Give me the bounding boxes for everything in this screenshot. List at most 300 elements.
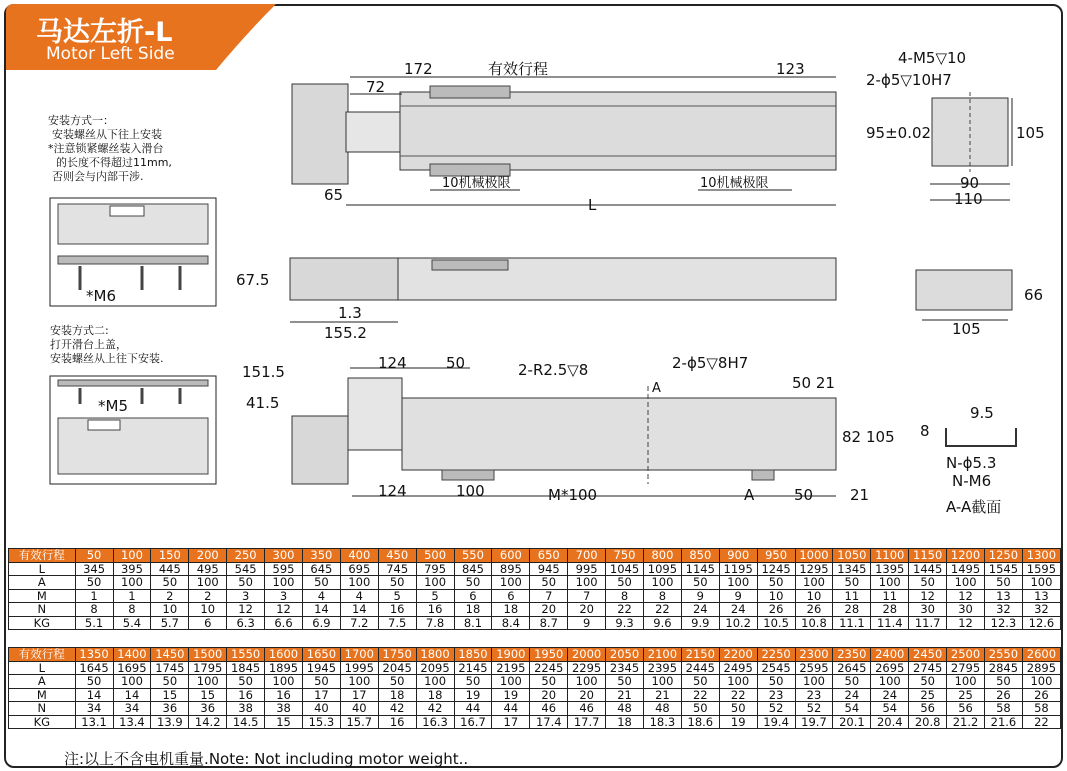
table-cell: 20.4 [871, 715, 909, 729]
table-cell: 1845 [227, 661, 265, 675]
table-cell: 100 [719, 675, 757, 689]
dim-105-end: 105 [1016, 124, 1045, 142]
table-cell: 2045 [378, 661, 416, 675]
table-cell: 30 [947, 603, 985, 617]
table-cell: 23 [757, 688, 795, 702]
table-cell: 945 [530, 562, 568, 576]
table-cell: 2400 [871, 648, 909, 662]
footnote: 注:以上不含电机重量.Note: Not including motor weight.. [64, 750, 469, 768]
row-label: M [9, 589, 76, 603]
table-cell: 21.6 [984, 715, 1022, 729]
install-method-2-note: 安装方式二: 打开滑台上盖， 安装螺丝从上往下安装. [50, 324, 164, 365]
table-cell: 7.2 [340, 616, 378, 630]
table-cell: 24 [871, 688, 909, 702]
table-cell: 6.3 [227, 616, 265, 630]
table-cell: 50 [984, 576, 1022, 590]
table-cell: 100 [568, 576, 606, 590]
table-cell: 100 [189, 576, 227, 590]
table-cell: 1050 [833, 549, 871, 563]
table-cell: 50 [681, 576, 719, 590]
table-cell: 1450 [151, 648, 189, 662]
table-cell: 1750 [378, 648, 416, 662]
table-cell: 38 [265, 702, 303, 716]
table-cell: 50 [681, 675, 719, 689]
table-cell: 3 [265, 589, 303, 603]
dim-2-phi5-h7: 2-ϕ5▽10H7 [866, 71, 952, 89]
table-cell: 50 [227, 675, 265, 689]
install-illustration-2 [50, 376, 216, 484]
table-cell: 3 [227, 589, 265, 603]
table-row [9, 616, 1061, 630]
table-cell: 650 [530, 549, 568, 563]
table-cell: 40 [302, 702, 340, 716]
dim-4-m5: 4-M5▽10 [898, 49, 967, 67]
table-cell: 1850 [454, 648, 492, 662]
dim-41-5: 41.5 [246, 394, 280, 412]
table-row [9, 549, 1061, 563]
table-cell: 28 [871, 603, 909, 617]
table-cell: 22 [719, 688, 757, 702]
table-cell: 58 [1022, 702, 1060, 716]
table-cell: 15.3 [302, 715, 340, 729]
row-label: KG [9, 715, 76, 729]
table-cell: 10 [795, 589, 833, 603]
table-cell: 50 [909, 675, 947, 689]
table-cell: 1 [113, 589, 151, 603]
table-cell: 44 [454, 702, 492, 716]
table-cell: 15.7 [340, 715, 378, 729]
table-cell: 11 [871, 589, 909, 603]
dim-67-5: 67.5 [236, 271, 270, 289]
table-cell: 2545 [757, 661, 795, 675]
end-view-2 [916, 270, 1012, 310]
table-cell: 16 [227, 688, 265, 702]
table-cell: 16 [378, 603, 416, 617]
table-cell: 18 [606, 715, 644, 729]
table-cell: 25 [947, 688, 985, 702]
table-cell: 7 [530, 589, 568, 603]
table-cell: 100 [113, 675, 151, 689]
table-cell: 25 [909, 688, 947, 702]
table-cell: 600 [492, 549, 530, 563]
table-cell: 15 [151, 688, 189, 702]
table-cell: 7.8 [416, 616, 454, 630]
table-cell: 1295 [795, 562, 833, 576]
table-cell: 30 [909, 603, 947, 617]
table-cell: 8.4 [492, 616, 530, 630]
table-cell: 2550 [984, 648, 1022, 662]
table-cell: 15 [265, 715, 303, 729]
table-cell: 15 [189, 688, 227, 702]
table-cell: 1400 [113, 648, 151, 662]
table-cell: 100 [871, 576, 909, 590]
table-cell: 1645 [75, 661, 113, 675]
table-cell: 50 [530, 576, 568, 590]
table-cell: 50 [606, 576, 644, 590]
table-cell: 8 [606, 589, 644, 603]
table-cell: 14 [340, 603, 378, 617]
row-label: 有效行程 [9, 549, 76, 563]
table-cell: 50 [984, 675, 1022, 689]
table-cell: 56 [947, 702, 985, 716]
table-cell: 4 [302, 589, 340, 603]
table-cell: 250 [227, 549, 265, 563]
top-view [292, 84, 836, 184]
table-cell: 695 [340, 562, 378, 576]
dim-50-top: 50 [446, 354, 466, 372]
table-cell: 16 [416, 603, 454, 617]
table-cell: 900 [719, 549, 757, 563]
table-cell: 1950 [530, 648, 568, 662]
table-cell: 50 [833, 576, 871, 590]
page-subtitle: Motor Left Side [46, 44, 175, 64]
table-cell: 350 [302, 549, 340, 563]
table-cell: 1250 [984, 549, 1022, 563]
spec-table-1 [8, 548, 1061, 630]
table-cell: 2100 [643, 648, 681, 662]
table-cell: 750 [606, 549, 644, 563]
table-cell: 1745 [151, 661, 189, 675]
section-marker-top: A [652, 381, 661, 396]
table-cell: 18.6 [681, 715, 719, 729]
table-row [9, 562, 1061, 576]
table-cell: 10.2 [719, 616, 757, 630]
table-cell: 100 [643, 675, 681, 689]
table-cell: 1300 [1022, 549, 1060, 563]
table-cell: 16 [378, 715, 416, 729]
table-cell: 9.3 [606, 616, 644, 630]
table-cell: 10.8 [795, 616, 833, 630]
table-cell: 300 [265, 549, 303, 563]
dim-m-times-100: M*100 [548, 486, 598, 504]
table-cell: 1145 [681, 562, 719, 576]
table-cell: 12 [909, 589, 947, 603]
table-cell: 8 [113, 603, 151, 617]
table-row [9, 648, 1061, 662]
table-cell: 100 [265, 675, 303, 689]
dim-105-bottom: 105 [866, 428, 895, 446]
table-cell: 1445 [909, 562, 947, 576]
table-cell: 14.5 [227, 715, 265, 729]
dim-90: 90 [960, 174, 980, 192]
table-cell: 50 [227, 576, 265, 590]
table-cell: 50 [151, 576, 189, 590]
section-a-a [946, 428, 1016, 446]
table-cell: 5 [378, 589, 416, 603]
row-label: A [9, 576, 76, 590]
table-cell: 1595 [1022, 562, 1060, 576]
dim-21: 21 [850, 486, 870, 504]
table-row [9, 675, 1061, 689]
table-cell: 50 [302, 675, 340, 689]
table-cell: 50 [454, 576, 492, 590]
dim-65: 65 [324, 186, 344, 204]
row-label: A [9, 675, 76, 689]
table-cell: 46 [568, 702, 606, 716]
table-cell: 1500 [189, 648, 227, 662]
table-cell: 50 [530, 675, 568, 689]
table-cell: 21 [606, 688, 644, 702]
screw-m5-label: *M5 [98, 397, 128, 415]
table-cell: 400 [340, 549, 378, 563]
table-cell: 2795 [947, 661, 985, 675]
table-cell: 12.6 [1022, 616, 1060, 630]
table-cell: 50 [681, 702, 719, 716]
table-cell: 26 [757, 603, 795, 617]
table-cell: 7 [568, 589, 606, 603]
table-cell: 2095 [416, 661, 454, 675]
table-cell: 17.4 [530, 715, 568, 729]
table-cell: 100 [265, 576, 303, 590]
side-view [290, 258, 836, 300]
table-cell: 8.7 [530, 616, 568, 630]
dim-A: A [744, 486, 755, 504]
table-cell: 24 [681, 603, 719, 617]
table-cell: 100 [871, 675, 909, 689]
dim-L: L [588, 196, 597, 214]
table-cell: 9.9 [681, 616, 719, 630]
table-cell: 845 [454, 562, 492, 576]
table-cell: 100 [795, 675, 833, 689]
table-cell: 100 [340, 576, 378, 590]
table-cell: 50 [833, 675, 871, 689]
table-cell: 1395 [871, 562, 909, 576]
table-cell: 56 [909, 702, 947, 716]
table-cell: 13 [1022, 589, 1060, 603]
dim-effective-stroke: 有效行程 [488, 60, 549, 78]
table-cell: 36 [189, 702, 227, 716]
table-cell: 2645 [833, 661, 871, 675]
row-label: L [9, 562, 76, 576]
table-cell: 12 [227, 603, 265, 617]
dim-124-top: 124 [378, 354, 407, 372]
table-cell: 1795 [189, 661, 227, 675]
table-cell: 1200 [947, 549, 985, 563]
table-cell: 50 [151, 675, 189, 689]
row-label: N [9, 702, 76, 716]
table-cell: 2495 [719, 661, 757, 675]
row-label: 有效行程 [9, 648, 76, 662]
table-cell: 9 [568, 616, 606, 630]
row-label: N [9, 603, 76, 617]
table-cell: 6 [454, 589, 492, 603]
table-cell: 2295 [568, 661, 606, 675]
section-title: A-A截面 [946, 498, 1002, 516]
table-cell: 18 [492, 603, 530, 617]
table-cell: 100 [643, 576, 681, 590]
table-cell: 24 [833, 688, 871, 702]
dim-95-tol: 95±0.02 [866, 124, 932, 142]
table-cell: 4 [340, 589, 378, 603]
table-cell: 12.3 [984, 616, 1022, 630]
table-cell: 100 [1022, 675, 1060, 689]
table-cell: 14 [302, 603, 340, 617]
mech-limit-left: 10机械极限 [442, 176, 511, 191]
table-cell: 19.7 [795, 715, 833, 729]
table-cell: 13.9 [151, 715, 189, 729]
page-title: 马达左折-L [36, 17, 173, 48]
table-row [9, 589, 1061, 603]
table-cell: 1350 [75, 648, 113, 662]
table-cell: 26 [795, 603, 833, 617]
table-cell: 1900 [492, 648, 530, 662]
table-cell: 850 [681, 549, 719, 563]
dim-82: 82 [842, 428, 862, 446]
table-cell: 2895 [1022, 661, 1060, 675]
install-method-1-note: 安装方式一： 安装螺丝从下往上安装 *注意锁紧螺丝装入滑台 的长度不得超过11mm, 否则会与内部干涉. [48, 114, 172, 183]
table-cell: 1695 [113, 661, 151, 675]
table-cell: 2250 [757, 648, 795, 662]
table-cell: 17.7 [568, 715, 606, 729]
table-cell: 1945 [302, 661, 340, 675]
table-cell: 1 [75, 589, 113, 603]
table-cell: 2300 [795, 648, 833, 662]
table-cell: 42 [416, 702, 454, 716]
table-cell: 18.3 [643, 715, 681, 729]
dim-50-bottom: 50 [794, 486, 814, 504]
table-cell: 1345 [833, 562, 871, 576]
table-cell: 995 [568, 562, 606, 576]
row-label: M [9, 688, 76, 702]
table-cell: 48 [643, 702, 681, 716]
table-cell: 20.1 [833, 715, 871, 729]
table-cell: 50 [606, 675, 644, 689]
table-cell: 18 [454, 603, 492, 617]
table-cell: 9 [719, 589, 757, 603]
table-cell: 5 [416, 589, 454, 603]
table-cell: 19 [454, 688, 492, 702]
table-cell: 50 [75, 675, 113, 689]
table-cell: 1150 [909, 549, 947, 563]
table-cell: 895 [492, 562, 530, 576]
table-cell: 17 [340, 688, 378, 702]
table-row [9, 603, 1061, 617]
table-cell: 14 [75, 688, 113, 702]
table-cell: 50 [75, 549, 113, 563]
dim-2-r2-5: 2-R2.5▽8 [518, 361, 589, 379]
table-cell: 50 [378, 675, 416, 689]
table-cell: 32 [1022, 603, 1060, 617]
table-cell: 50 [719, 702, 757, 716]
table-cell: 2350 [833, 648, 871, 662]
table-cell: 36 [151, 702, 189, 716]
table-cell: 1195 [719, 562, 757, 576]
table-cell: 1700 [340, 648, 378, 662]
table-cell: 40 [340, 702, 378, 716]
table-row [9, 715, 1061, 729]
dim-110: 110 [954, 190, 983, 208]
table-cell: 18 [416, 688, 454, 702]
table-cell: 14 [113, 688, 151, 702]
table-cell: 2745 [909, 661, 947, 675]
table-cell: 22 [643, 603, 681, 617]
table-cell: 595 [265, 562, 303, 576]
table-cell: 13.1 [75, 715, 113, 729]
dim-172: 172 [404, 60, 433, 78]
table-cell: 20 [568, 603, 606, 617]
table-cell: 18 [378, 688, 416, 702]
table-cell: 19 [492, 688, 530, 702]
table-cell: 13 [984, 589, 1022, 603]
table-cell: 100 [492, 576, 530, 590]
table-cell: 495 [189, 562, 227, 576]
table-cell: 9.6 [643, 616, 681, 630]
table-cell: 700 [568, 549, 606, 563]
table-cell: 100 [947, 576, 985, 590]
bottom-view [292, 378, 836, 484]
table-cell: 745 [378, 562, 416, 576]
dim-2-phi5-8h7: 2-ϕ5▽8H7 [672, 354, 749, 372]
table-cell: 545 [227, 562, 265, 576]
table-cell: 13.4 [113, 715, 151, 729]
table-cell: 50 [378, 576, 416, 590]
dim-50-21: 50 21 [792, 374, 835, 392]
table-cell: 16 [265, 688, 303, 702]
row-label: L [9, 661, 76, 675]
table-cell: 5.1 [75, 616, 113, 630]
table-cell: 8 [75, 603, 113, 617]
dim-155-2: 155.2 [324, 324, 367, 342]
table-cell: 6 [492, 589, 530, 603]
table-cell: 2195 [492, 661, 530, 675]
dim-8: 8 [920, 422, 930, 440]
table-cell: 2150 [681, 648, 719, 662]
table-cell: 1650 [302, 648, 340, 662]
dim-123: 123 [776, 60, 805, 78]
table-cell: 17 [302, 688, 340, 702]
end-view [932, 92, 1008, 172]
table-cell: 950 [757, 549, 795, 563]
table-cell: 26 [984, 688, 1022, 702]
table-cell: 24 [719, 603, 757, 617]
table-cell: 22 [606, 603, 644, 617]
dim-n-m6: N-M6 [952, 472, 992, 490]
table-cell: 22 [1022, 715, 1060, 729]
dim-100: 100 [456, 482, 485, 500]
table-cell: 100 [189, 675, 227, 689]
table-cell: 52 [795, 702, 833, 716]
table-cell: 10.5 [757, 616, 795, 630]
table-row [9, 702, 1061, 716]
table-cell: 1995 [340, 661, 378, 675]
table-cell: 1895 [265, 661, 303, 675]
table-cell: 800 [643, 549, 681, 563]
table-cell: 6 [189, 616, 227, 630]
mech-limit-right: 10机械极限 [700, 176, 769, 191]
table-cell: 20 [530, 688, 568, 702]
table-cell: 1550 [227, 648, 265, 662]
table-cell: 2200 [719, 648, 757, 662]
table-cell: 6.6 [265, 616, 303, 630]
table-cell: 50 [909, 576, 947, 590]
table-cell: 11.1 [833, 616, 871, 630]
table-cell: 50 [75, 576, 113, 590]
table-cell: 2600 [1022, 648, 1060, 662]
table-cell: 395 [113, 562, 151, 576]
table-cell: 200 [189, 549, 227, 563]
table-cell: 450 [378, 549, 416, 563]
install-illustration-1 [50, 198, 216, 306]
table-cell: 19 [719, 715, 757, 729]
table-cell: 2845 [984, 661, 1022, 675]
table-cell: 2 [189, 589, 227, 603]
table-cell: 1800 [416, 648, 454, 662]
table-cell: 12 [947, 616, 985, 630]
table-cell: 48 [606, 702, 644, 716]
dim-1-3: 1.3 [338, 304, 362, 322]
table-cell: 2395 [643, 661, 681, 675]
table-cell: 5.4 [113, 616, 151, 630]
